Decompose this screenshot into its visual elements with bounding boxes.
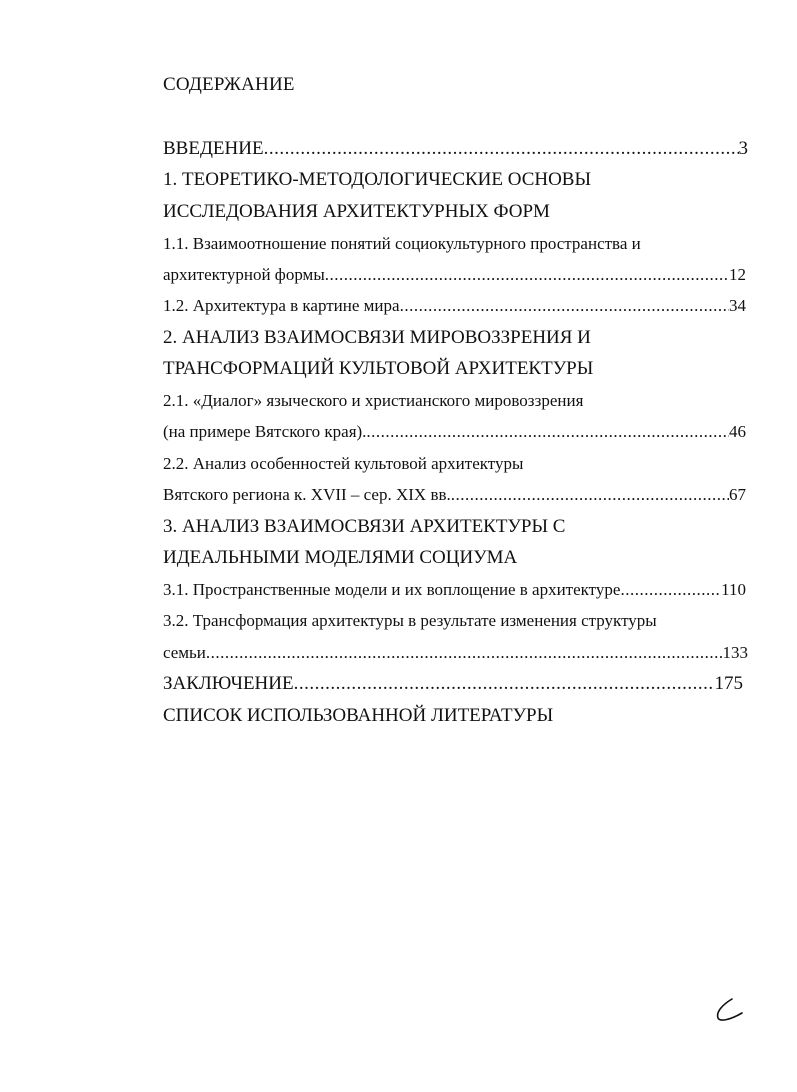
toc-entry-text: Вятского региона к. XVII – сер. XIX вв. bbox=[163, 485, 451, 504]
toc-chapter-1-heading[interactable] bbox=[163, 168, 591, 192]
toc-section-3-2[interactable] bbox=[163, 609, 657, 633]
toc-entry-text: ИДЕАЛЬНЫМИ МОДЕЛЯМИ СОЦИУМА bbox=[163, 547, 518, 568]
toc-entry-bibliography[interactable] bbox=[163, 704, 553, 728]
toc-entry-text: СПИСОК ИСПОЛЬЗОВАННОЙ ЛИТЕРАТУРЫ bbox=[163, 705, 554, 726]
toc-entry-text: (на примере Вятского края). bbox=[163, 422, 367, 441]
toc-entry-text: 2.2. Анализ особенностей культовой архитектуры bbox=[163, 454, 524, 473]
toc-page-number: 133 bbox=[722, 643, 748, 662]
toc-leader-dots bbox=[451, 483, 729, 507]
toc-leader-dots bbox=[294, 672, 715, 696]
toc-entry-text: 1.1. Взаимоотношение понятий социокультурного пространства и bbox=[163, 234, 641, 253]
toc-section-3-2-cont[interactable] bbox=[163, 641, 748, 665]
toc-chapter-1-heading-cont[interactable] bbox=[163, 200, 550, 224]
toc-entry-introduction[interactable] bbox=[163, 137, 748, 161]
toc-chapter-3-heading[interactable] bbox=[163, 515, 565, 539]
toc-section-2-1[interactable] bbox=[163, 389, 583, 413]
toc-entry-text: 2. АНАЛИЗ ВЗАИМОСВЯЗИ МИРОВОЗЗРЕНИЯ И bbox=[163, 327, 591, 348]
toc-entry-conclusion[interactable] bbox=[163, 672, 743, 696]
toc-page-number: 3 bbox=[738, 138, 748, 159]
toc-leader-dots bbox=[366, 420, 729, 444]
toc-section-2-2-cont[interactable] bbox=[163, 483, 746, 507]
toc-section-1-1[interactable] bbox=[163, 232, 641, 256]
toc-page-number: 12 bbox=[729, 265, 746, 284]
toc-page-number: 67 bbox=[729, 485, 746, 504]
toc-section-1-2[interactable] bbox=[163, 294, 746, 318]
toc-section-1-1-cont[interactable] bbox=[163, 263, 746, 287]
toc-entry-text: 3. АНАЛИЗ ВЗАИМОСВЯЗИ АРХИТЕКТУРЫ С bbox=[163, 516, 566, 537]
toc-leader-dots bbox=[264, 137, 739, 161]
toc-entry-text: 2.1. «Диалог» языческого и христианского мировоззрения bbox=[163, 391, 584, 410]
toc-leader-dots bbox=[400, 294, 729, 318]
toc-entry-text: семьи bbox=[163, 643, 206, 662]
toc-chapter-3-heading-cont[interactable] bbox=[163, 546, 517, 570]
toc-entry-text: ЗАКЛЮЧЕНИЕ bbox=[163, 673, 294, 694]
toc-entry-text: архитектурной формы bbox=[163, 265, 325, 284]
toc-section-3-1[interactable] bbox=[163, 578, 746, 602]
toc-chapter-2-heading-cont[interactable] bbox=[163, 357, 593, 381]
toc-section-2-2[interactable] bbox=[163, 452, 523, 476]
toc-entry-text: 3.2. Трансформация архитектуры в результате изменения структуры bbox=[163, 611, 657, 630]
toc-leader-dots bbox=[620, 578, 721, 602]
toc-page-number: 46 bbox=[729, 422, 746, 441]
toc-entry-text: 1. ТЕОРЕТИКО-МЕТОДОЛОГИЧЕСКИЕ ОСНОВЫ bbox=[163, 169, 592, 190]
toc-entry-text: ИССЛЕДОВАНИЯ АРХИТЕКТУРНЫХ ФОРМ bbox=[163, 201, 550, 222]
toc-entry-text: 3.1. Пространственные модели и их воплощение в архитектуре bbox=[163, 580, 621, 599]
handwritten-page-mark bbox=[712, 996, 746, 1024]
page-title: СОДЕРЖАНИЕ bbox=[163, 74, 295, 95]
toc-page-number: 34 bbox=[729, 296, 746, 315]
toc-section-2-1-cont[interactable] bbox=[163, 420, 746, 444]
toc-entry-text: 1.2. Архитектура в картине мира bbox=[163, 296, 400, 315]
toc-page-number: 175 bbox=[714, 673, 743, 694]
toc-entry-text: ВВЕДЕНИЕ bbox=[163, 138, 264, 159]
toc-leader-dots bbox=[325, 263, 729, 287]
toc-chapter-2-heading[interactable] bbox=[163, 326, 591, 350]
toc-page-number: 110 bbox=[721, 580, 746, 599]
toc-entry-text: ТРАНСФОРМАЦИЙ КУЛЬТОВОЙ АРХИТЕКТУРЫ bbox=[163, 358, 594, 379]
toc-leader-dots bbox=[206, 641, 723, 665]
